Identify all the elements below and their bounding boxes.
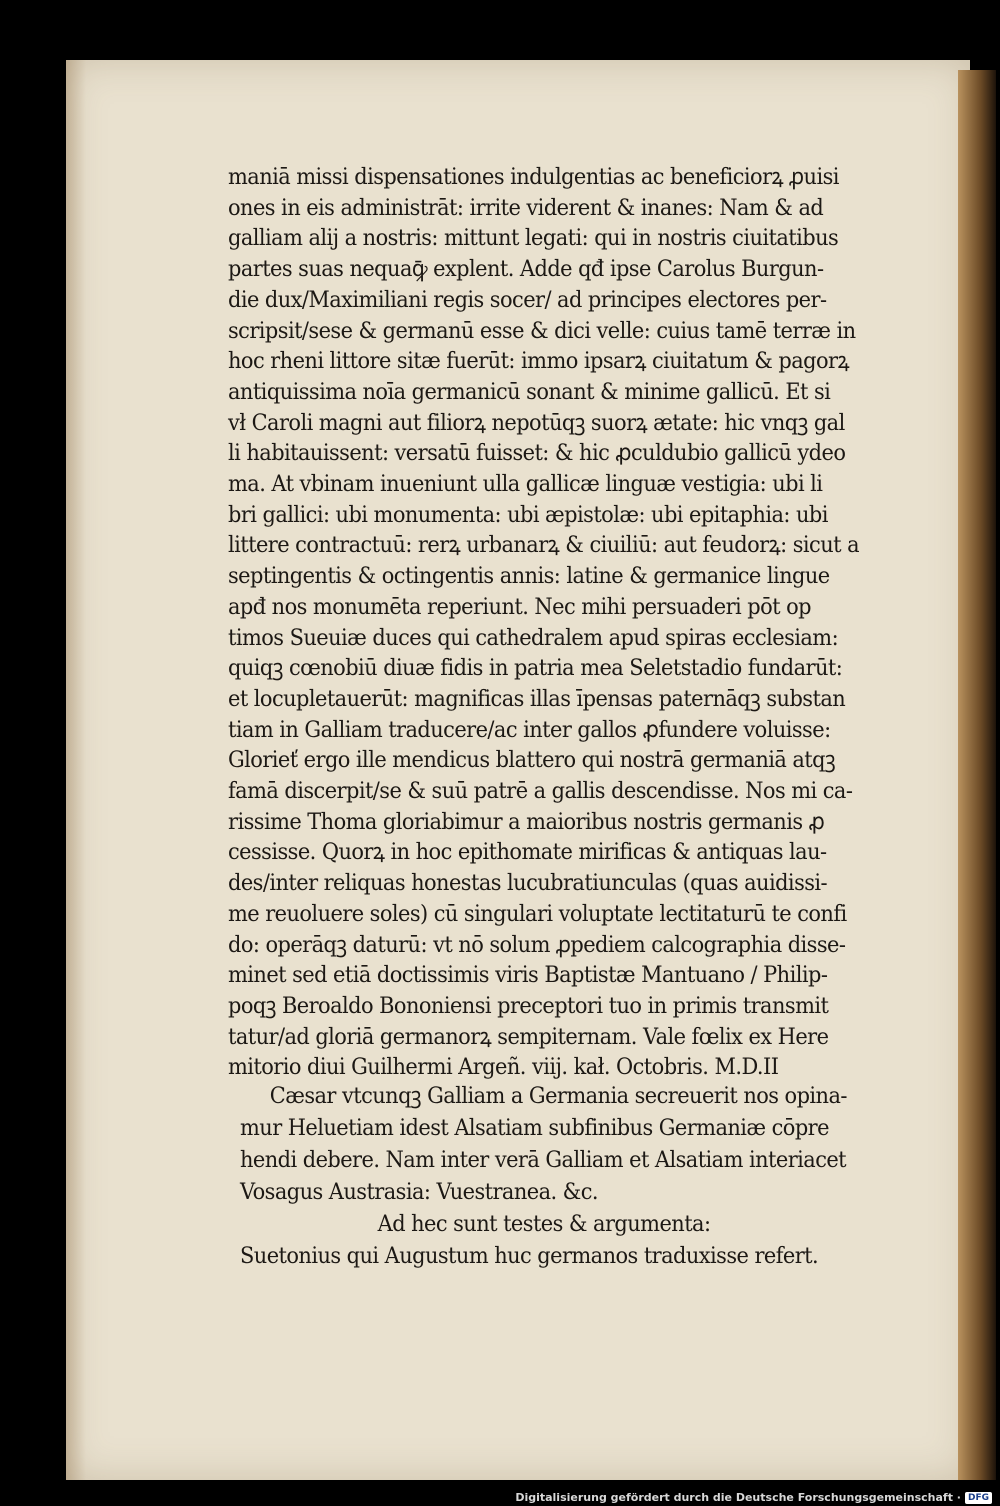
text-line: maniā missi dispensationes indulgentias ac beneficiorꝝ ꝓuisi [228, 164, 839, 190]
text-line: me reuoluere soles) cū singulari voluptate lectitaturū te confi [228, 900, 847, 927]
text-line: timos Sueuiæ duces qui cathedralem apud spiras ecclesiam: [228, 624, 839, 651]
text-line: bri gallici: ubi monumenta: ubi æpistolæ: ubi epitaphia: ubi [228, 501, 828, 528]
text-line: hoc rheni littore sitæ fuerūt: immo ipsarꝝ ciuitatum & pagorꝝ [228, 348, 850, 375]
text-line: littere contractuū: rerꝝ urbanarꝝ & ciuiliū: aut feudorꝝ: sicut a [228, 532, 860, 559]
text-line: mitorio diui Guilhermi Argeñ. viij. kał. Octobris. M.D.II [228, 1054, 779, 1081]
text-line: vł Caroli magni aut filiorꝝ nepotūqꝫ suorꝝ ætate: hic vnqꝫ gal [228, 409, 845, 436]
text-line: antiquissima noīa germanicū sonant & minime gallicū. Et si [228, 378, 831, 405]
text-line: partes suas nequaꝙ̄ explent. Adde qđ ipse Carolus Burgun- [228, 256, 824, 283]
digitization-footer [515, 1491, 992, 1504]
text-line: quiqꝫ cœnobiū diuæ fidis in patria mea Seletstadio fundarūt: [228, 655, 843, 682]
text-line: famā discerpit/se & suū patrē a gallis descendisse. Nos mi ca- [228, 778, 853, 805]
text-line: tatur/ad gloriā germanorꝝ sempiternam. Vale fœlix ex Here [228, 1023, 829, 1050]
section-line: mur Heluetiam idest Alsatiam subfinibus Germaniæ cōpre [240, 1115, 829, 1141]
text-line: septingentis & octingentis annis: latine & germanice lingue [228, 563, 830, 590]
text-line: des/inter reliquas honestas lucubratiunculas (quas auidissi- [228, 870, 828, 897]
second-section [240, 1080, 940, 1272]
text-line: galliam alij a nostris: mittunt legati: qui in nostris ciuitatibus [228, 225, 839, 252]
dfg-logo-icon: DFG [965, 1492, 992, 1504]
text-line: et locupletauerūt: magnificas illas īpensas paternāqꝫ substan [228, 685, 846, 712]
footer-text: Digitalisierung gefördert durch die Deutsche Forschungsgemeinschaft · [515, 1491, 961, 1504]
text-line: minet sed etiā doctissimis viris Baptistæ Mantuano / Philip- [228, 962, 828, 989]
section-line: Cæsar vtcunqꝫ Galliam a Germania secreuerit nos opina- [269, 1083, 847, 1109]
text-line: tiam in Galliam traducere/ac inter gallos ꝓfundere voluisse: [228, 716, 831, 743]
text-line: cessisse. Quorꝝ in hoc epithomate mirificas & antiquas lau- [228, 839, 827, 866]
section-line: hendi debere. Nam inter verā Galliam et Alsatiam interiacet [240, 1147, 847, 1173]
main-text-block [228, 162, 928, 1083]
text-line: do: operāqꝫ daturū: vt nō solum ꝓpediem calcographia disse- [228, 931, 846, 958]
section-line: Suetonius qui Augustum huc germanos traduxisse refert. [240, 1243, 819, 1269]
page-stain [66, 60, 86, 1480]
text-line: li habitauissent: versatū fuisset: & hic ꝓculdubio gallicū ydeo [228, 440, 846, 467]
page-edge [958, 70, 996, 1480]
section-line: Vosagus Austrasia: Vuestranea. &c. [240, 1179, 599, 1205]
text-line: die dux/Maximiliani regis socer/ ad principes electores per- [228, 286, 827, 313]
text-line: apđ nos monumēta reperiunt. Nec mihi persuaderi pōt op [228, 593, 811, 620]
text-line: Glorieť ergo ille mendicus blattero qui nostrā germaniā atqꝫ [228, 747, 836, 774]
text-line: ones in eis administrāt: irrite viderent & inanes: Nam & ad [228, 194, 824, 221]
section-heading: Ad hec sunt testes & argumenta: [377, 1211, 711, 1237]
text-line: ma. At vbinam inueniunt ulla gallicæ linguæ vestigia: ubi li [228, 471, 823, 498]
text-line: rissime Thoma gloriabimur a maioribus nostris germanis ꝓ [228, 808, 825, 835]
text-line: scripsit/sese & germanū esse & dici velle: cuius tamē terræ in [228, 317, 856, 344]
text-line: poqꝫ Beroaldo Bononiensi preceptori tuo in primis transmit [228, 992, 829, 1019]
